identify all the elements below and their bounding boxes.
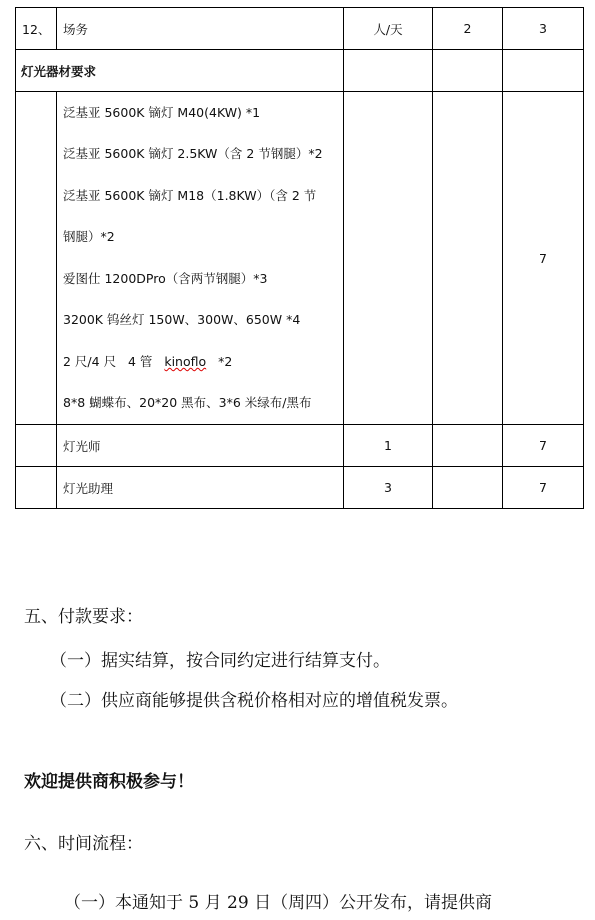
list-item: 8*8 蝴蝶布、20*20 黑布、3*6 米绿布/黑布 [63, 395, 312, 411]
list-item: 泛基亚 5600K 镝灯 2.5KW（含 2 节钢腿）*2 [63, 146, 323, 162]
section6-heading: 六、时间流程： [24, 834, 143, 854]
days-cell: 3 [503, 8, 584, 50]
list-item: 爱图仕 1200DPro（含两节钢腿）*3 [63, 270, 268, 286]
quantity-cell: 3 [344, 467, 433, 509]
table-row [16, 8, 584, 50]
section-row [16, 50, 584, 92]
list-item-kinoflo [63, 352, 343, 372]
section-label: 灯光器材要求 [16, 50, 344, 92]
empty-cell [344, 92, 433, 425]
empty-cell [344, 50, 433, 92]
section5-paragraph-1: （一）据实结算，按合同约定进行结算支付。 [50, 651, 390, 671]
table-row [16, 425, 584, 467]
table-row [16, 467, 584, 509]
section5-paragraph-2: （二）供应商能够提供含税价格相对应的增值税发票。 [50, 691, 458, 711]
unit-cell: 人/天 [344, 8, 433, 50]
item-name: 灯光师 [57, 425, 344, 467]
equipment-list-cell [57, 92, 344, 425]
empty-cell [16, 467, 57, 509]
empty-cell [433, 92, 503, 425]
section6-paragraph-1: （一）本通知于 5 月 29 日（周四）公开发布，请提供商 [64, 893, 493, 913]
list-item-continued: 钢腿）*2 [63, 229, 115, 245]
days-cell: 7 [503, 92, 584, 425]
welcome-text: 欢迎提供商积极参与！ [24, 772, 194, 792]
empty-cell [433, 50, 503, 92]
empty-cell [16, 425, 57, 467]
list-item: 泛基亚 5600K 镝灯 M40(4KW) *1 [63, 104, 261, 120]
list-item: 泛基亚 5600K 镝灯 M18（1.8KW）（含 2 节 [63, 187, 317, 203]
empty-cell [503, 50, 584, 92]
empty-cell [16, 92, 57, 425]
quantity-cell: 1 [344, 425, 433, 467]
equipment-list [57, 103, 343, 414]
days-cell: 7 [503, 467, 584, 509]
days-cell: 7 [503, 425, 584, 467]
empty-cell [433, 425, 503, 467]
row-number: 12、 [16, 8, 57, 50]
equipment-row [16, 92, 584, 425]
section5-heading: 五、付款要求： [24, 607, 143, 627]
requirements-table [15, 7, 584, 509]
kinoflo-prefix: 2 尺/4 尺 4 管 [63, 353, 165, 369]
list-item: 3200K 钨丝灯 150W、300W、650W *4 [63, 312, 301, 328]
spellcheck-word: kinoflo [164, 353, 207, 369]
item-name: 灯光助理 [57, 467, 344, 509]
kinoflo-suffix: *2 [206, 353, 233, 369]
quantity-cell: 2 [433, 8, 503, 50]
empty-cell [433, 467, 503, 509]
item-name: 场务 [57, 8, 344, 50]
